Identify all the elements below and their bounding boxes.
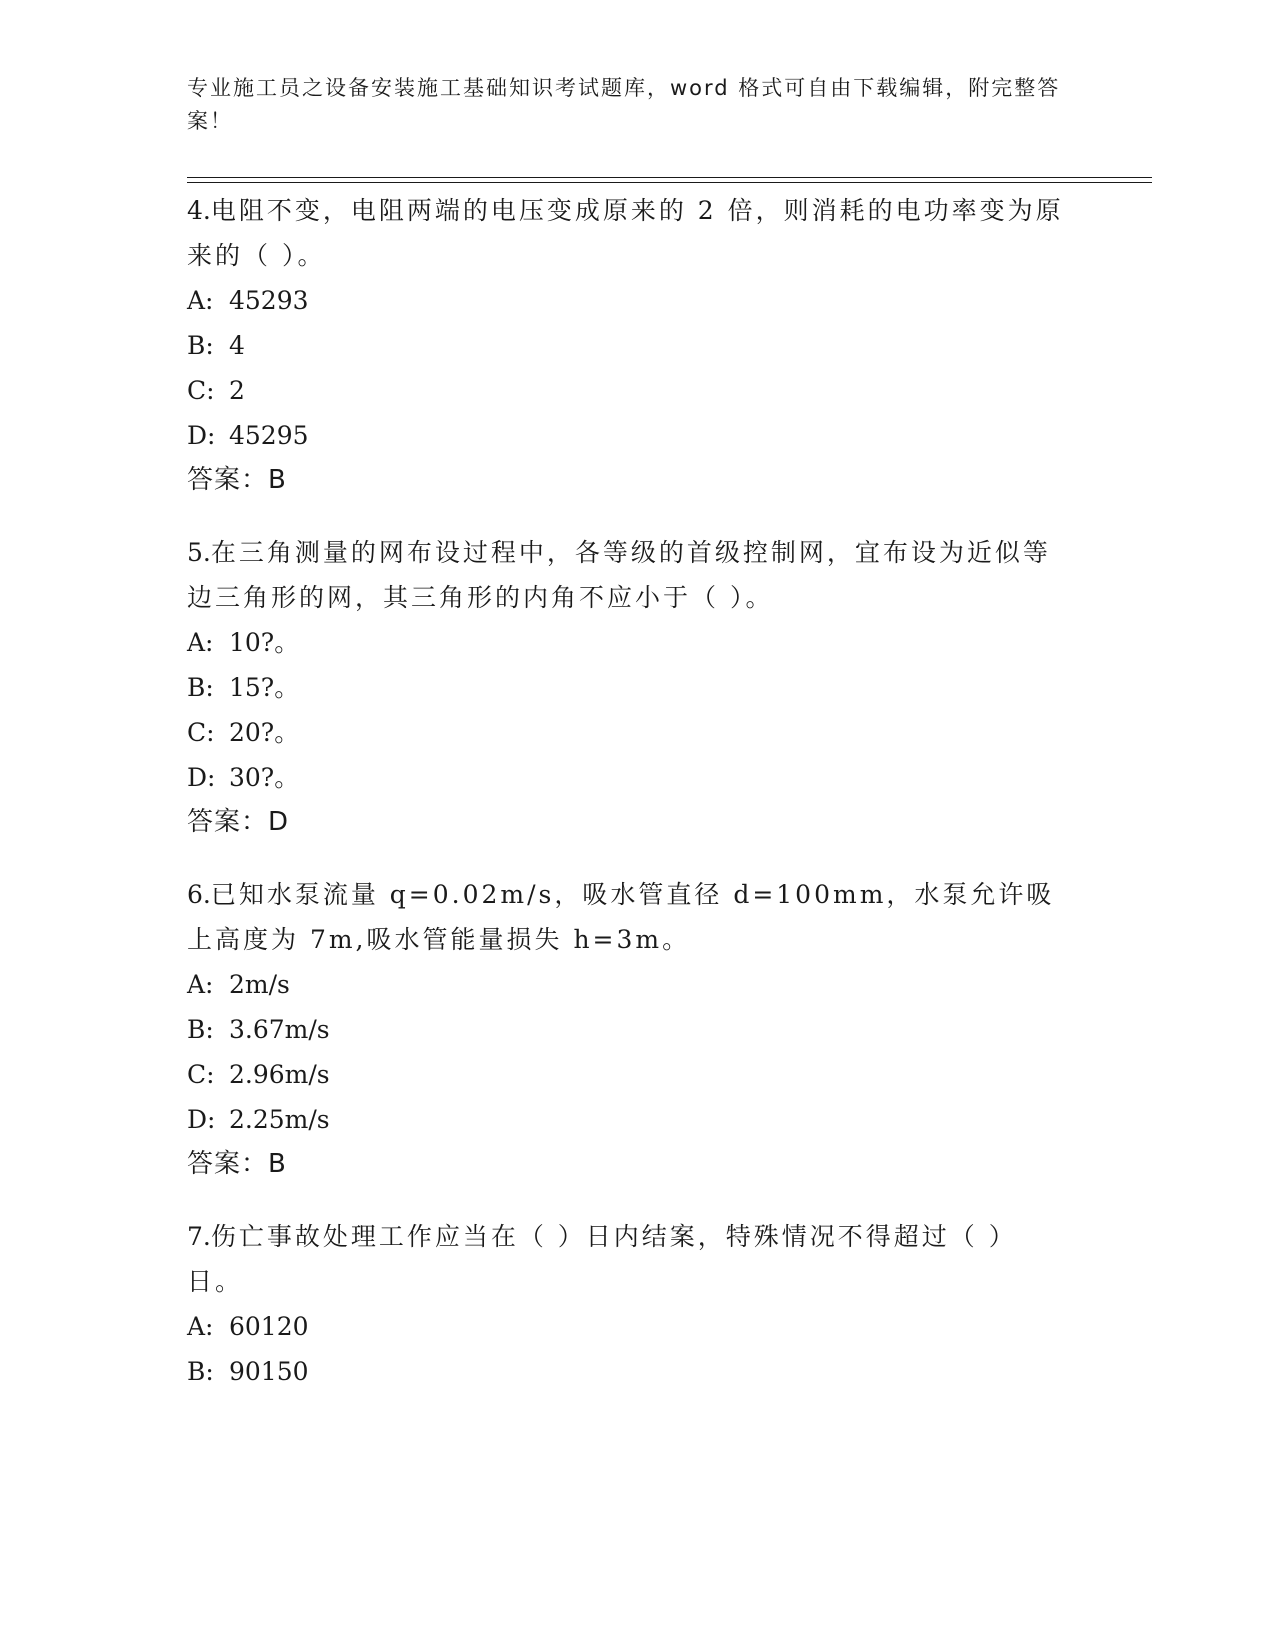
- option-d: [187, 413, 1067, 458]
- option-value: 2m/s: [229, 970, 290, 999]
- option-value: 60120: [229, 1312, 309, 1341]
- option-key: D:: [187, 421, 216, 450]
- option-value: 15?。: [229, 673, 300, 702]
- option-key: B:: [187, 1357, 214, 1386]
- option-value: 4: [229, 331, 245, 360]
- question-text: [187, 872, 1067, 962]
- question-number: 4.: [187, 196, 211, 225]
- option-b: [187, 323, 1067, 368]
- question-stem: 在三角测量的网布设过程中，各等级的首级控制网，宜布设为近似等边三角形的网，其三角形的内角不应小于（ ）。: [187, 538, 1051, 612]
- option-value: 2.96m/s: [229, 1060, 330, 1089]
- option-value: 90150: [229, 1357, 309, 1386]
- option-key: C:: [187, 718, 215, 747]
- option-key: D:: [187, 1105, 216, 1134]
- answer-line: 答案：B: [187, 465, 287, 495]
- option-value: 20?。: [229, 718, 300, 747]
- question-text: [187, 1214, 1067, 1304]
- option-a: [187, 278, 1067, 323]
- question-text: [187, 530, 1067, 620]
- option-value: 45293: [229, 286, 309, 315]
- option-key: C:: [187, 1060, 215, 1089]
- question-stem: 伤亡事故处理工作应当在（ ）日内结案，特殊情况不得超过（ ）日。: [187, 1222, 1017, 1296]
- option-d: [187, 1097, 1067, 1142]
- option-key: A:: [187, 1312, 214, 1341]
- option-key: B:: [187, 331, 214, 360]
- question-item: [187, 530, 1067, 845]
- option-c: [187, 368, 1067, 413]
- option-b: [187, 1007, 1067, 1052]
- option-key: B:: [187, 1015, 214, 1044]
- question-item: [187, 1214, 1067, 1394]
- option-value: 10?。: [229, 628, 300, 657]
- question-item: [187, 188, 1067, 503]
- answer-line: 答案：D: [187, 807, 290, 837]
- option-key: A:: [187, 970, 214, 999]
- option-key: C:: [187, 376, 215, 405]
- option-value: 2.25m/s: [229, 1105, 330, 1134]
- question-item: [187, 872, 1067, 1187]
- option-c: [187, 710, 1067, 755]
- option-value: 30?。: [229, 763, 300, 792]
- option-value: 45295: [229, 421, 309, 450]
- option-d: [187, 755, 1067, 800]
- option-a: [187, 1304, 1067, 1349]
- option-b: [187, 1349, 1067, 1394]
- question-number: 5.: [187, 538, 211, 567]
- answer-line: 答案：B: [187, 1149, 287, 1179]
- option-value: 2: [229, 376, 245, 405]
- question-stem: 已知水泵流量 q=0.02m/s，吸水管直径 d=100mm，水泵允许吸上高度为 7m,吸水管能量损失 h=3m。: [187, 880, 1055, 954]
- question-list: [187, 188, 1067, 1421]
- header-divider-top: [187, 177, 1152, 178]
- option-key: A:: [187, 286, 214, 315]
- option-key: D:: [187, 763, 216, 792]
- option-key: A:: [187, 628, 214, 657]
- option-a: [187, 962, 1067, 1007]
- question-stem: 电阻不变，电阻两端的电压变成原来的 2 倍，则消耗的电功率变为原来的（ ）。: [187, 196, 1064, 270]
- question-text: [187, 188, 1067, 278]
- option-value: 3.67m/s: [229, 1015, 330, 1044]
- option-a: [187, 620, 1067, 665]
- option-key: B:: [187, 673, 214, 702]
- question-number: 7.: [187, 1222, 211, 1251]
- question-number: 6.: [187, 880, 211, 909]
- header-divider-bottom: [187, 182, 1152, 183]
- option-b: [187, 665, 1067, 710]
- option-c: [187, 1052, 1067, 1097]
- document-header: 专业施工员之设备安装施工基础知识考试题库，word 格式可自由下载编辑，附完整答案！: [187, 76, 1061, 133]
